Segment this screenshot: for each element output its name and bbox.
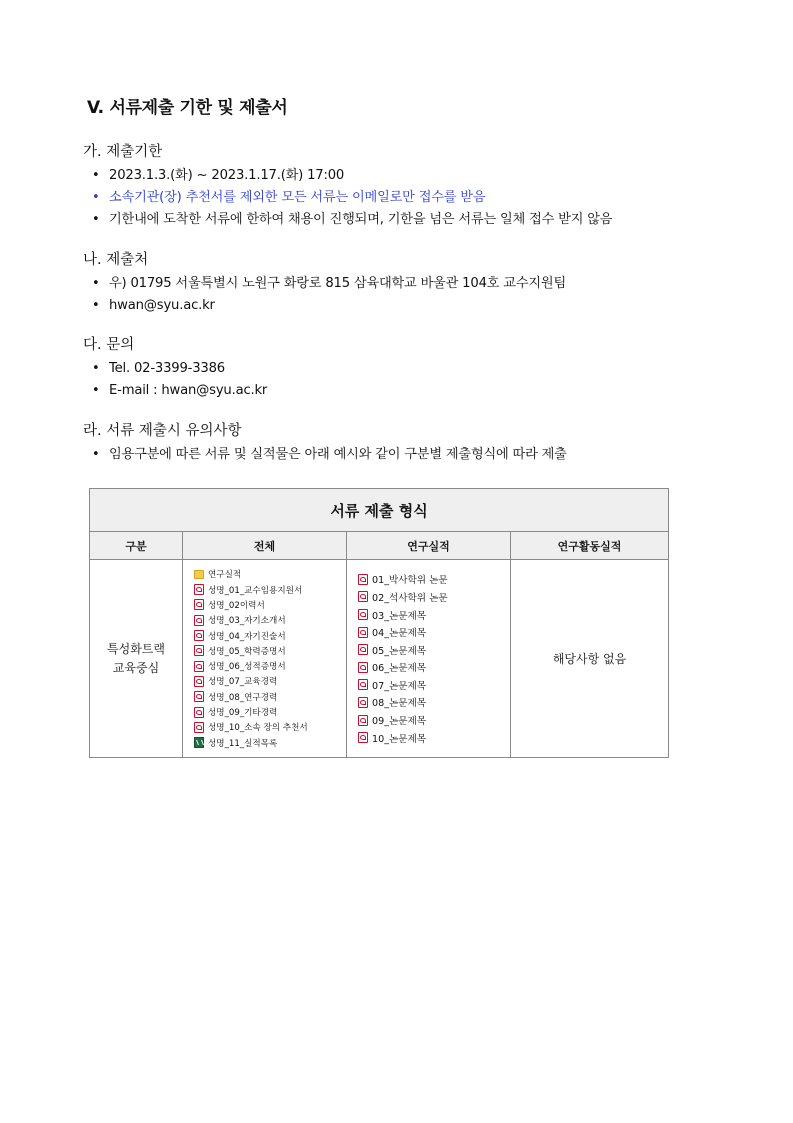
section-deadline [83,140,612,231]
file-name: 성명_05_학력증명서 [208,646,286,657]
pdf-icon [194,722,204,733]
section-submission-place [83,248,566,317]
file-name: 04_논문제목 [372,628,427,640]
table-header-row [90,532,669,560]
file-name: 성명_06_성적증명서 [208,662,286,673]
section-heading: 나. 제출처 [83,252,149,268]
file-item [194,735,345,750]
bullet-list [83,358,267,402]
file-list [348,571,509,747]
bullet-icon: • [92,168,100,183]
column-header: 구분 [90,532,183,560]
file-item [194,674,345,689]
pdf-icon [194,584,204,595]
file-name: 성명_10_소속 장의 추천서 [208,723,308,734]
file-item [358,659,509,677]
file-item [194,567,345,582]
list-item-highlight: • 소속기관(장) 추천서를 제외한 모든 서류는 이메일로만 접수를 받음 [83,187,612,209]
section-notes [83,419,567,466]
pdf-icon [194,599,204,610]
excel-icon [194,737,204,748]
file-name: 08_논문제목 [372,698,427,710]
file-name: 05_논문제목 [372,645,427,657]
pdf-icon [358,732,368,743]
bullet-icon: • [92,361,100,376]
list-item: • hwan@syu.ac.kr [83,295,566,317]
file-item [194,659,345,674]
bullet-icon: • [92,212,100,227]
pdf-icon [194,676,204,687]
research-files-cell [347,560,511,758]
file-item [194,643,345,658]
file-item [358,606,509,624]
bullet-list [83,165,612,231]
file-item [194,613,345,628]
file-name: 06_논문제목 [372,663,427,675]
pdf-icon [358,662,368,673]
column-header: 연구실적 [347,532,511,560]
file-name: 성명_03_자기소개서 [208,616,286,627]
pdf-icon [194,707,204,718]
file-item [194,720,345,735]
pdf-icon [194,630,204,641]
bullet-icon: • [92,190,100,205]
file-item [194,689,345,704]
bullet-icon: • [92,383,100,398]
activity-cell: 해당사항 없음 [511,560,669,758]
pdf-icon [358,591,368,602]
pdf-icon [358,644,368,655]
category-line: 교육중심 [112,660,160,675]
section-inquiry [83,333,267,402]
list-item: • 임용구분에 따른 서류 및 실적물은 아래 예시와 같이 구분별 제출형식에 따라 제출 [83,444,567,466]
file-item [358,694,509,712]
all-files-cell [183,560,347,758]
list-item: • 2023.1.3.(화) ~ 2023.1.17.(화) 17:00 [83,165,612,187]
file-name: 09_논문제목 [372,716,427,728]
file-name: 연구실적 [208,570,242,581]
file-name: 07_논문제목 [372,680,427,692]
file-list [184,567,345,751]
pdf-icon [358,609,368,620]
file-item [358,676,509,694]
file-name: 성명_11_실적목록 [208,738,278,749]
file-item [358,571,509,589]
pdf-icon [358,679,368,690]
file-name: 03_논문제목 [372,610,427,622]
list-item: • E-mail : hwan@syu.ac.kr [83,380,267,402]
file-item [358,729,509,747]
bullet-icon: • [92,276,100,291]
file-name: 성명_08_연구경력 [208,692,278,703]
table-title-row [90,489,669,532]
column-header: 연구활동실적 [511,532,669,560]
list-item: • Tel. 02-3399-3386 [83,358,267,380]
list-item: • 우) 01795 서울특별시 노원구 화랑로 815 삼육대학교 바울관 104호 교수지원팀 [83,273,566,295]
column-header: 전체 [183,532,347,560]
pdf-icon [358,627,368,638]
category-cell [90,560,183,758]
pdf-icon [358,574,368,585]
file-name: 성명_09_기타경력 [208,708,278,719]
file-name: 02_석사학위 논문 [372,592,448,604]
file-item [194,704,345,719]
page-title: V. 서류제출 기한 및 제출서 [87,98,288,118]
table-row [90,560,669,758]
pdf-icon [194,661,204,672]
file-item [358,641,509,659]
pdf-icon [358,715,368,726]
submission-format-table [89,488,669,758]
folder-icon [194,570,204,579]
file-item [194,597,345,612]
file-item [358,711,509,729]
section-heading: 다. 문의 [83,337,135,353]
bullet-icon: • [92,298,100,313]
category-line: 특성화트랙 [107,641,165,656]
file-item [358,588,509,606]
file-name: 01_박사학위 논문 [372,575,448,587]
file-name: 성명_07_교육경력 [208,677,278,688]
file-item [194,582,345,597]
pdf-icon [358,697,368,708]
file-item [194,628,345,643]
pdf-icon [194,615,204,626]
file-name: 성명_01_교수임용지원서 [208,585,303,596]
pdf-icon [194,691,204,702]
list-item: • 기한내에 도착한 서류에 한하여 채용이 진행되며, 기한을 넘은 서류는 일체 접수 받지 않음 [83,209,612,231]
file-name: 성명_04_자기진술서 [208,631,286,642]
file-item [358,623,509,641]
section-heading: 가. 제출기한 [83,144,163,160]
bullet-icon: • [92,447,100,462]
file-name: 10_논문제목 [372,733,427,745]
section-heading: 라. 서류 제출시 유의사항 [83,423,242,439]
table-title: 서류 제출 형식 [90,489,669,532]
bullet-list [83,273,566,317]
bullet-list [83,444,567,466]
file-name: 성명_02이력서 [208,600,265,611]
pdf-icon [194,645,204,656]
